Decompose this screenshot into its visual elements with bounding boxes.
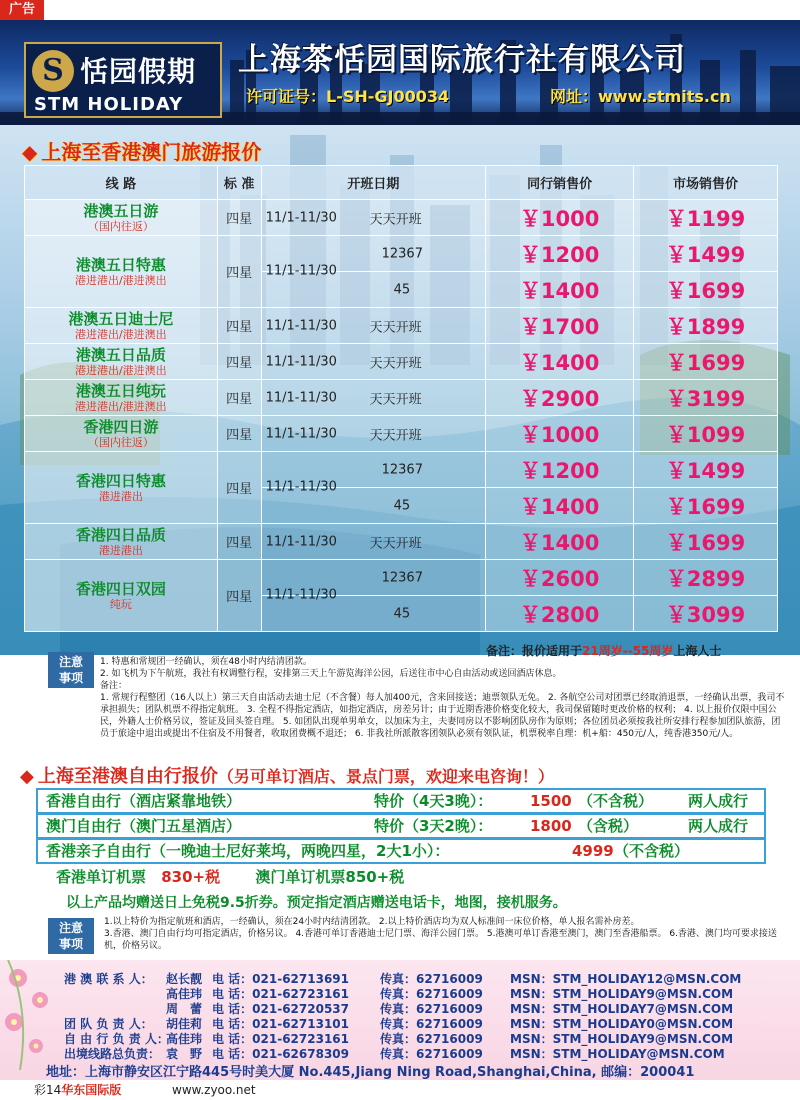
diamond-bullet-icon: ◆	[22, 140, 38, 164]
departure-days: 12367	[381, 246, 423, 261]
note-line: 1. 常规行程整团（16人以上）第三天自由活动去迪士尼（不含餐）每人加400元，含来回接送；迪票领队无免。 2. 各航空公司对团票已经取消退票，一经确认出票，我司不承担损失；团队机票不得指定航班。 3. 全程不得指定酒店，如指定酒店，房差另计；由于近期香港价格变化较大，我司保留随时更改价格的权利； 4. 以上报价仅限中国公民，外籍人士价格另议，签证及回头签自理。 5. 如团队出现单男单女，以加床为主，夫妻同房以不影响团队房作为原则；各位团员必须按我社所安排行程参加团队旅游，团员于旅途中退出或提出不住宿及不用餐者，收取团费概不退还； 6. 非我社所派散客团领队必须有领队证，机票税率自理：机+船：450元/人，纯香港350元/人。	[100, 693, 785, 739]
section2-title-extra: （另可单订酒店、景点门票，欢迎来电咨询！）	[217, 767, 554, 786]
departure-days: 45	[393, 606, 411, 621]
contact-msn: MSN：STM_HOLIDAY9@MSN.COM	[510, 1032, 734, 1046]
trade-price: ￥1400	[519, 494, 600, 519]
date-cell	[261, 479, 486, 524]
date-cell	[261, 263, 486, 308]
route-cell	[25, 200, 218, 236]
flower-decoration-icon	[0, 960, 70, 1070]
route-name: 港澳五日纯玩	[75, 381, 166, 400]
table-row	[25, 236, 778, 272]
market-price: ￥1699	[665, 278, 746, 303]
date-cell	[261, 344, 486, 380]
date-range: 11/1-11/30	[265, 263, 337, 279]
hk-ticket-label: 香港单订机票	[56, 868, 147, 886]
trade-price-cell	[486, 488, 634, 524]
package-name: 香港亲子自由行（一晚迪士尼好莱坞，两晚四星，2大1小）：	[46, 842, 450, 860]
page-label: 彩14	[34, 1083, 62, 1097]
market-price-cell	[634, 200, 778, 236]
contact-msn: MSN：STM_HOLIDAY9@MSN.COM	[510, 987, 734, 1001]
standard-cell: 四星	[217, 344, 261, 380]
package-deal: 特价（3天2晚）：	[374, 817, 493, 835]
table-row	[25, 200, 778, 236]
tour-price-table	[24, 165, 778, 632]
date-range: 11/1-11/30	[265, 210, 337, 225]
free-travel-notes	[104, 916, 784, 952]
route-cell	[25, 344, 218, 380]
route-cell	[25, 416, 218, 452]
departure-days: 12367	[381, 462, 423, 477]
trade-price-cell	[486, 344, 634, 380]
route-cell	[25, 560, 218, 632]
market-price-cell	[634, 488, 778, 524]
badge-line: 注意	[58, 921, 83, 935]
free-travel-row-macau	[36, 813, 766, 839]
package-tax: （含税）	[578, 817, 639, 835]
standard-cell: 四星	[217, 452, 261, 524]
package-price: 1800	[530, 817, 572, 835]
route-subtitle: 港进港出/港进澳出	[74, 273, 167, 287]
route-subtitle: 港进港出/港进澳出	[74, 363, 167, 377]
logo-s-icon: S	[32, 50, 74, 92]
date-range: 11/1-11/30	[265, 426, 337, 441]
contact-role: 团 队 负 责 人：	[64, 1017, 153, 1031]
section1-title	[22, 136, 261, 165]
hk-ticket-price: 830+税	[161, 868, 221, 886]
air-ticket-row	[56, 866, 404, 887]
date-range: 11/1-11/30	[265, 534, 337, 549]
market-price-cell	[634, 452, 778, 488]
standard-cell: 四星	[217, 416, 261, 452]
contact-msn: MSN：STM_HOLIDAY7@MSN.COM	[510, 1002, 734, 1016]
contact-name: 高佳玮	[166, 1032, 203, 1046]
standard-cell: 四星	[217, 200, 261, 236]
badge-line: 事项	[58, 671, 83, 685]
trade-price-cell	[486, 560, 634, 596]
trade-price-cell	[486, 452, 634, 488]
notes-badge	[48, 918, 94, 954]
contact-name: 袁 野	[166, 1047, 203, 1061]
route-name: 香港四日游	[83, 417, 159, 436]
market-price-cell	[634, 236, 778, 272]
badge-line: 注意	[58, 655, 83, 669]
route-cell	[25, 308, 218, 344]
trade-price-cell	[486, 272, 634, 308]
section2-title-text: 上海至港澳自由行报价	[37, 766, 218, 787]
trade-price-cell	[486, 416, 634, 452]
date-range: 11/1-11/30	[265, 318, 337, 333]
route-subtitle: 港进港出/港进澳出	[74, 327, 167, 341]
contact-phone: 电 话：021-62723161	[212, 1032, 350, 1046]
note-line: 3.香港、澳门自由行均可指定酒店，价格另议。 4.香港可单订香港迪士尼门票、海洋公园门票。 5.港澳可单订香港至澳门，澳门至香港船票。 6.香港、澳门均可要求接送机，价格另议。	[104, 929, 777, 951]
ad-tag: 广告	[0, 0, 44, 20]
trade-price: ￥1000	[519, 422, 600, 447]
trade-price-cell	[486, 596, 634, 632]
package-price: 4999	[572, 842, 614, 860]
company-address: 地址：上海市静安区江宁路445号时美大厦 No.445,Jiang Ning Road,Shanghai,China, 邮编：200041	[46, 1065, 695, 1080]
date-range: 11/1-11/30	[265, 390, 337, 405]
contact-msn: MSN：STM_HOLIDAY@MSN.COM	[510, 1047, 725, 1061]
section1-title-text: 上海至香港澳门旅游报价	[41, 140, 262, 164]
route-cell	[25, 524, 218, 560]
col-header-market-price: 市场销售价	[634, 166, 778, 200]
trade-price-cell	[486, 380, 634, 416]
contact-name: 周 蕾	[166, 1002, 203, 1016]
market-price: ￥3099	[665, 602, 746, 627]
market-price-cell	[634, 308, 778, 344]
table-row	[25, 416, 778, 452]
macau-ticket-label: 澳门单订机票850+税	[255, 868, 405, 886]
contact-role: 港 澳 联 系 人：	[64, 972, 153, 986]
departure-days: 天天开班	[369, 320, 422, 335]
package-deal: 特价（4天3晚）：	[374, 792, 493, 810]
trade-price: ￥1700	[519, 314, 600, 339]
col-header-trade-price: 同行销售价	[486, 166, 634, 200]
standard-cell: 四星	[217, 524, 261, 560]
contact-name: 胡佳莉	[166, 1017, 203, 1031]
departure-days: 天天开班	[369, 428, 422, 443]
market-price-cell	[634, 596, 778, 632]
logo-english-name: STM HOLIDAY	[34, 94, 184, 115]
route-name: 香港四日双园	[75, 579, 166, 598]
header-banner	[0, 20, 800, 125]
edition-label: 华东国际版	[61, 1083, 122, 1097]
col-header-dates: 开班日期	[261, 166, 486, 200]
trade-price: ￥1400	[519, 530, 600, 555]
market-price: ￥1699	[665, 494, 746, 519]
market-price: ￥1199	[665, 206, 746, 231]
date-cell	[261, 416, 486, 452]
market-price: ￥3199	[665, 386, 746, 411]
note-line: 2. 如飞机为下午航班，我社有权调整行程，安排第三天上午游览海洋公园，后送往市中心自由活动或送回酒店休息。	[100, 669, 562, 679]
notes-badge	[48, 652, 94, 688]
contact-fax: 传真：62716009	[380, 1017, 483, 1031]
table-row	[25, 308, 778, 344]
contact-phone: 电 话：021-62723161	[212, 987, 350, 1001]
trade-price-cell	[486, 236, 634, 272]
date-cell	[261, 587, 486, 632]
package-group-size: 两人成行	[688, 817, 749, 835]
departure-days: 天天开班	[369, 392, 422, 407]
market-price: ￥1499	[665, 458, 746, 483]
departure-days: 12367	[381, 570, 423, 585]
website-url: 网址：www.stmits.cn	[550, 87, 731, 106]
trade-price-cell	[486, 524, 634, 560]
license-number: 许可证号：L-SH-GJ00034	[246, 87, 450, 106]
free-travel-row-family	[36, 838, 766, 864]
market-price-cell	[634, 524, 778, 560]
trade-price: ￥1000	[519, 206, 600, 231]
free-travel-row-hk	[36, 788, 766, 814]
date-range: 11/1-11/30	[265, 587, 337, 603]
contact-phone: 电 话：021-62713691	[212, 972, 350, 986]
market-price: ￥1699	[665, 350, 746, 375]
market-price-cell	[634, 380, 778, 416]
route-cell	[25, 380, 218, 416]
standard-cell: 四星	[217, 308, 261, 344]
contact-fax: 传真：62716009	[380, 987, 483, 1001]
package-price: 1500	[530, 792, 572, 810]
table-row	[25, 452, 778, 488]
remark-age-range: 21周岁--55周岁	[582, 644, 674, 658]
logo-chinese-name: 恬园假期	[80, 55, 197, 88]
contact-msn: MSN：STM_HOLIDAY12@MSN.COM	[510, 972, 742, 986]
market-price-cell	[634, 272, 778, 308]
trade-price: ￥1400	[519, 350, 600, 375]
contact-role: 出境线路总负责：	[64, 1047, 161, 1061]
company-name: 上海茶恬园国际旅行社有限公司	[238, 42, 686, 78]
route-name: 港澳五日品质	[75, 345, 166, 364]
page-footer	[0, 1080, 800, 1100]
trade-price: ￥2900	[519, 386, 600, 411]
route-subtitle: （国内往返）	[87, 435, 154, 449]
departure-days: 45	[393, 498, 411, 513]
trade-price: ￥1200	[519, 458, 600, 483]
date-cell	[261, 380, 486, 416]
remark-prefix: 备注：报价适用于	[486, 644, 583, 658]
departure-days: 天天开班	[369, 536, 422, 551]
table-row	[25, 344, 778, 380]
route-subtitle: 纯玩	[109, 597, 132, 611]
note-line: 1.以上特价为指定航班和酒店，一经确认，须在24小时内结清团款。 2.以上特价酒店均为双人标准间一床位价格，单人报名需补房差。	[104, 917, 640, 927]
package-tax: （不含税）	[578, 792, 654, 810]
date-cell	[261, 524, 486, 560]
page-number	[34, 1080, 121, 1100]
contact-fax: 传真：62716009	[380, 1032, 483, 1046]
standard-cell: 四星	[217, 236, 261, 308]
table-row	[25, 524, 778, 560]
table-row	[25, 560, 778, 596]
market-price: ￥1099	[665, 422, 746, 447]
contact-fax: 传真：62716009	[380, 1002, 483, 1016]
contact-msn: MSN：STM_HOLIDAY0@MSN.COM	[510, 1017, 734, 1031]
market-price: ￥2899	[665, 566, 746, 591]
market-price: ￥1699	[665, 530, 746, 555]
diamond-bullet-icon: ◆	[20, 766, 34, 787]
route-subtitle: 港进港出	[98, 489, 143, 503]
contact-role: 自 由 行 负 责 人：	[64, 1032, 169, 1046]
table-row	[25, 380, 778, 416]
col-header-standard: 标 准	[217, 166, 261, 200]
contact-phone: 电 话：021-62720537	[212, 1002, 350, 1016]
contact-name: 高佳玮	[166, 987, 203, 1001]
date-cell	[261, 200, 486, 236]
remark-suffix: 上海人士	[673, 644, 722, 658]
trade-price: ￥2800	[519, 602, 600, 627]
badge-line: 事项	[58, 937, 83, 951]
contact-fax: 传真：62716009	[380, 972, 483, 986]
trade-price: ￥1400	[519, 278, 600, 303]
market-price-cell	[634, 344, 778, 380]
contact-fax: 传真：62716009	[380, 1047, 483, 1061]
promo-line: 以上产品均赠送日上免税9.5折券。预定指定酒店赠送电话卡，地图，接机服务。	[66, 895, 567, 911]
standard-cell: 四星	[217, 560, 261, 632]
company-logo	[24, 42, 222, 118]
market-price: ￥1499	[665, 242, 746, 267]
contact-phone: 电 话：021-62713101	[212, 1017, 350, 1031]
contact-phone: 电 话：021-62678309	[212, 1047, 350, 1061]
route-name: 香港四日特惠	[75, 471, 166, 490]
note-line: 1. 特惠和常规团一经确认，须在48小时内结清团款。	[100, 657, 312, 667]
route-name: 港澳五日特惠	[75, 255, 166, 274]
departure-days: 天天开班	[369, 212, 422, 227]
trade-price: ￥1200	[519, 242, 600, 267]
footer-url[interactable]: www.zyoo.net	[172, 1083, 256, 1097]
contact-name: 赵长靓	[166, 972, 203, 986]
route-subtitle: （国内往返）	[87, 219, 154, 233]
date-cell	[261, 308, 486, 344]
section2-title	[20, 762, 554, 788]
package-name: 香港自由行（酒店紧靠地铁）	[46, 792, 242, 810]
market-price: ￥1899	[665, 314, 746, 339]
date-range: 11/1-11/30	[265, 354, 337, 369]
trade-price-cell	[486, 308, 634, 344]
departure-days: 天天开班	[369, 356, 422, 371]
package-name: 澳门自由行（澳门五星酒店）	[46, 817, 242, 835]
route-name: 港澳五日迪士尼	[68, 309, 174, 328]
route-name: 香港四日品质	[75, 525, 166, 544]
tour-notes	[100, 656, 788, 740]
trade-price: ￥2600	[519, 566, 600, 591]
package-group-size: 两人成行	[688, 792, 749, 810]
route-subtitle: 港进港出/港进澳出	[74, 399, 167, 413]
route-subtitle: 港进港出	[98, 543, 143, 557]
col-header-route: 线 路	[25, 166, 218, 200]
route-cell	[25, 452, 218, 524]
package-tax: （不含税）	[614, 842, 690, 860]
table-header-row	[25, 166, 778, 200]
date-range: 11/1-11/30	[265, 479, 337, 495]
standard-cell: 四星	[217, 380, 261, 416]
note-line: 备注：	[100, 681, 128, 691]
departure-days: 45	[393, 282, 411, 297]
route-name: 港澳五日游	[83, 201, 159, 220]
trade-price-cell	[486, 200, 634, 236]
market-price-cell	[634, 560, 778, 596]
route-cell	[25, 236, 218, 308]
market-price-cell	[634, 416, 778, 452]
